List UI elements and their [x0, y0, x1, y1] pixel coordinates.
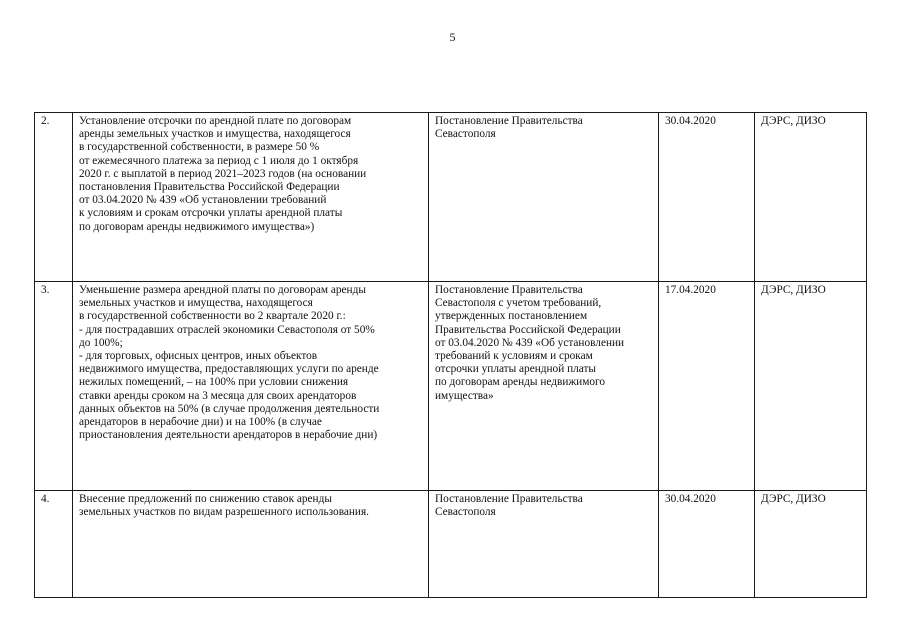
text-line: нежилых помещений, – на 100% при условии снижения: [79, 376, 349, 389]
deadline-date: 30.04.2020: [659, 113, 755, 282]
measure-description: [73, 282, 429, 491]
text-line: земельных участков по видам разрешенного использования.: [79, 506, 370, 519]
text-line: Севастополя: [435, 506, 496, 519]
responsible-party: ДЭРС, ДИЗО: [755, 491, 867, 598]
text-line: Правительства Российской Федерации: [435, 323, 621, 336]
text-line: - для торговых, офисных центров, иных объектов: [79, 350, 318, 363]
text-line: Постановление Правительства: [435, 493, 583, 505]
text-line: к условиям и срокам отсрочки уплаты арендной платы: [79, 207, 343, 220]
measure-description: [73, 113, 429, 282]
text-line: Севастополя: [435, 128, 496, 141]
row-number: 4.: [35, 491, 73, 598]
text-line: от 03.04.2020 № 439 «Об установлении: [435, 336, 625, 349]
responsible-party: ДЭРС, ДИЗО: [755, 282, 867, 491]
text-line: приостановления деятельности арендаторов в нерабочие дни): [79, 429, 378, 442]
row-number: 2.: [35, 113, 73, 282]
responsible-party: ДЭРС, ДИЗО: [755, 113, 867, 282]
measures-table: [34, 112, 867, 598]
page-number: 5: [449, 30, 456, 44]
text-line: недвижимого имущества, предоставляющих услуги по аренде: [79, 363, 379, 376]
text-line: в государственной собственности, в размере 50 %: [79, 141, 320, 154]
text-line: 2020 г. с выплатой в период 2021–2023 годов (на основании: [79, 167, 367, 180]
text-line: до 100%;: [79, 336, 123, 349]
legal-document: [429, 282, 659, 491]
text-line: арендаторов в нерабочие дни) и на 100% (в случае: [79, 416, 322, 429]
text-line: требований к условиям и срокам: [435, 350, 593, 363]
text-line: Севастополя с учетом требований,: [435, 297, 602, 310]
measure-description: [73, 491, 429, 598]
text-line: утвержденных постановлением: [435, 310, 588, 323]
text-line: - для пострадавших отраслей экономики Севастополя от 50%: [79, 323, 375, 336]
text-line: имущества»: [435, 389, 494, 402]
table-row: [35, 491, 867, 598]
deadline-date: 17.04.2020: [659, 282, 755, 491]
text-line: аренды земельных участков и имущества, находящегося: [79, 128, 351, 141]
row-number: 3.: [35, 282, 73, 491]
text-line: от ежемесячного платежа за период с 1 июля до 1 октября: [79, 154, 359, 167]
text-line: Установление отсрочки по арендной плате по договорам: [79, 115, 352, 127]
text-line: постановления Правительства Российской Федерации: [79, 181, 340, 194]
legal-document: [429, 113, 659, 282]
text-line: Постановление Правительства: [435, 284, 583, 296]
text-line: в государственной собственности во 2 квартале 2020 г.:: [79, 310, 346, 323]
text-line: от 03.04.2020 № 439 «Об установлении требований: [79, 194, 327, 207]
text-line: ставки аренды сроком на 3 месяца для своих арендаторов: [79, 389, 357, 402]
table-row: [35, 282, 867, 491]
table-row: [35, 113, 867, 282]
text-line: Внесение предложений по снижению ставок аренды: [79, 493, 332, 505]
legal-document: [429, 491, 659, 598]
text-line: земельных участков и имущества, находящегося: [79, 297, 313, 310]
text-line: отсрочки уплаты арендной платы: [435, 363, 597, 376]
deadline-date: 30.04.2020: [659, 491, 755, 598]
text-line: Уменьшение размера арендной платы по договорам аренды: [79, 284, 366, 296]
text-line: по договорам аренды недвижимого имущества»): [79, 220, 315, 233]
text-line: по договорам аренды недвижимого: [435, 376, 606, 389]
text-line: Постановление Правительства: [435, 115, 583, 127]
text-line: данных объектов на 50% (в случае продолжения деятельности: [79, 402, 380, 415]
